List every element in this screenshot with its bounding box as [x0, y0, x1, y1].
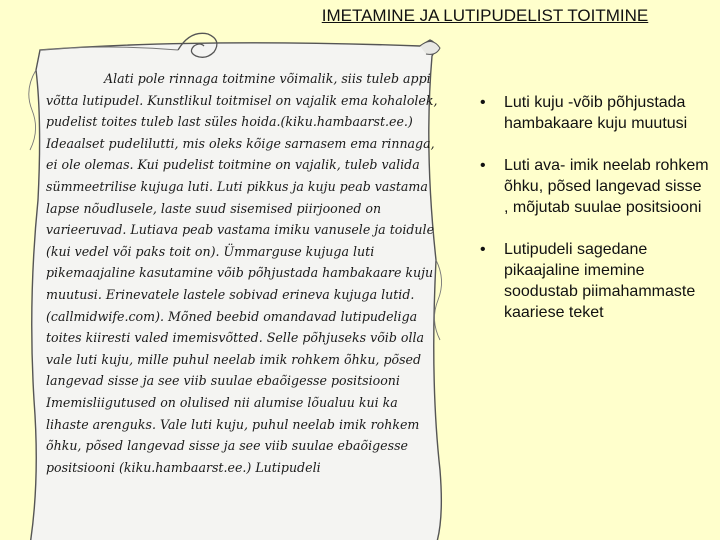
- scroll-left-edge: [29, 70, 36, 150]
- bullet-text: Luti kuju -võib põhjustada hambakaare kuju muutusi: [504, 94, 688, 132]
- slide-title: IMETAMINE JA LUTIPUDELIST TOITMINE: [321, 6, 649, 25]
- bullet-marker: •: [480, 157, 486, 174]
- bullet-marker: •: [480, 241, 486, 258]
- bullet-item: [480, 239, 710, 323]
- bullet-text: Luti ava- imik neelab rohkem õhku, põsed langevad sisse , mõjutab suulae positsiooni: [504, 157, 709, 216]
- bullet-list: [480, 92, 710, 344]
- bullet-text: Lutipudeli sagedane pikaajaline imemine soodustab piimahammaste kaariese teket: [504, 241, 696, 321]
- bullet-marker: •: [480, 94, 486, 111]
- bullet-item: [480, 155, 710, 218]
- scroll-body-text: Alati pole rinnaga toitmine võimalik, siis tuleb appi võtta lutipudel. Kunstlikul toitmisel on vajalik ema kohalolek, pudelist toites tuleb last süles hoida.(kiku.hambaarst.ee.) Ideaalset pudelilutti, mis oleks kõige sarnasem ema rinnaga, ei ole olemas. Kui pudelist toitmine on vajalik, tuleb valida sümmeetrilise kujuga luti. Luti pikkus ja kuju peab vastama lapse nõudlusele, laste suud sisemised piirjooned on varieeruvad. Lutiava peab vastama imiku vanusele ja toidule (kui vedel või paks toit on). Ümmarguse kujuga luti pikemaajaline kasutamine võib põhjustada hambakaare kuju muutusi. Erinevatele lastele sobivad erineva kujuga lutid. (callmidwife.com). Mõned beebid omandavad lutipudeliga toites kiiresti valed imemisvõtted. Selle põhjuseks võib olla vale luti kuju, mille puhul neelab imik rohkem õhku, põsed langevad sisse ja see viib suulae ebaõigesse positsiooni Imemisliigutused on olulised nii alumise lõualuu kui ka lihaste arenguks. Vale luti kuju, puhul neelab imik rohkem õhku, põsed langevad sisse ja see viib suulae ebaõigesse positsiooni (kiku.hambaarst.ee.) Lutipudeli: [46, 71, 438, 475]
- bullet-item: [480, 92, 710, 134]
